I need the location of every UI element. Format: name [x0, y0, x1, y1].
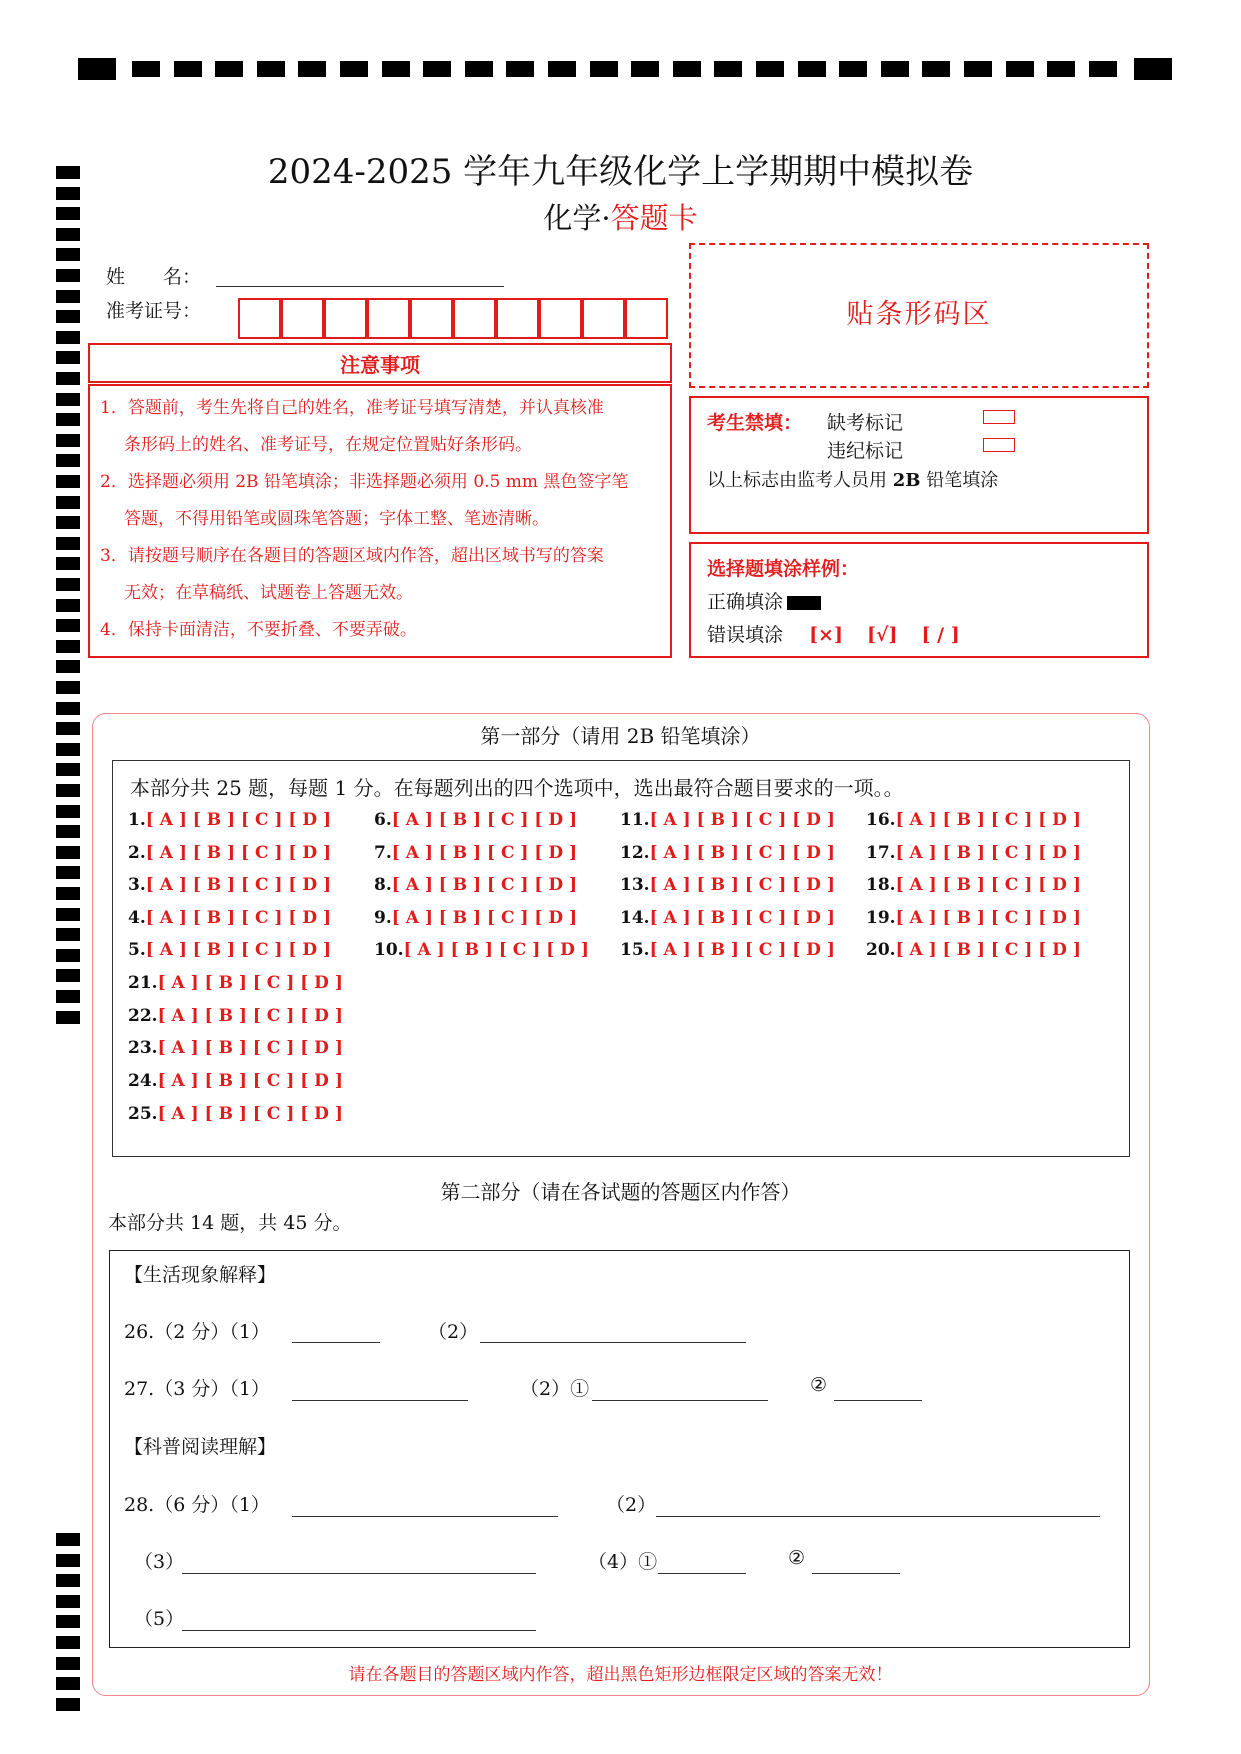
q27-part2-label: （2）①: [520, 1378, 590, 1400]
timing-mark: [56, 290, 80, 303]
timing-mark: [56, 1011, 80, 1024]
choice-question-8[interactable]: [374, 875, 577, 895]
q27-part3-label: ②: [810, 1374, 828, 1396]
question-number: 20.: [866, 940, 896, 960]
timing-mark: [56, 475, 80, 488]
notice-line: 2．选择题必须用 2B 铅笔填涂；非选择题必须用 0.5 mm 黑色签字笔: [100, 472, 629, 492]
answer-options[interactable]: [ A ] [ B ] [ C ] [ D ]: [145, 810, 332, 830]
filled-mark-icon: [787, 596, 821, 610]
question-number: 19.: [866, 908, 896, 928]
timing-mark: [56, 351, 80, 364]
timing-mark: [340, 61, 368, 77]
barcode-area: 贴条形码区: [689, 243, 1149, 388]
q26-answer-1[interactable]: [292, 1322, 380, 1343]
answer-options[interactable]: [ A ] [ B ] [ C ] [ D ]: [157, 1006, 343, 1026]
timing-mark: [631, 61, 659, 77]
timing-mark: [56, 784, 80, 797]
notice-line: 无效；在草稿纸、试题卷上答题无效。: [124, 583, 413, 603]
q27-label: 27.（3 分）（1）: [124, 1378, 270, 1400]
question-number: 7.: [374, 843, 392, 863]
question-number: 23.: [128, 1038, 158, 1058]
choice-question-11[interactable]: [620, 810, 835, 830]
timing-mark: [465, 61, 493, 77]
choice-question-17[interactable]: [866, 843, 1081, 863]
question-number: 6.: [374, 810, 392, 830]
q28-part4-label: （4）①: [588, 1551, 658, 1573]
timing-mark: [1134, 58, 1172, 80]
answer-options[interactable]: [ A ] [ B ] [ C ] [ D ]: [157, 973, 343, 993]
timing-mark: [1006, 61, 1034, 77]
choice-question-10[interactable]: [374, 940, 589, 960]
question-number: 8.: [374, 875, 392, 895]
choice-question-12[interactable]: [620, 843, 835, 863]
examiner-only-box: [689, 396, 1149, 534]
answer-options[interactable]: [ A ] [ B ] [ C ] [ D ]: [403, 940, 589, 960]
q28-answer-5[interactable]: [182, 1610, 536, 1631]
choice-question-14[interactable]: [620, 908, 835, 928]
violation-label: 违纪标记: [827, 440, 904, 462]
choice-question-23[interactable]: [128, 1038, 343, 1058]
timing-mark: [548, 61, 576, 77]
wrong-label: 错误填涂: [707, 624, 784, 646]
correct-label: 正确填涂: [707, 591, 784, 613]
timing-mark: [56, 866, 80, 879]
timing-mark: [56, 763, 80, 776]
notice-line: 4．保持卡面清洁，不要折叠、不要弄破。: [100, 620, 417, 640]
timing-mark: [590, 61, 618, 77]
choice-question-2[interactable]: [128, 843, 331, 863]
q28-answer-4a[interactable]: [658, 1553, 746, 1574]
timing-mark: [56, 599, 80, 612]
question-number: 10.: [374, 940, 404, 960]
timing-mark: [56, 1698, 80, 1711]
timing-mark: [56, 454, 80, 467]
q28-answer-3[interactable]: [182, 1553, 536, 1574]
choice-question-25[interactable]: [128, 1104, 343, 1124]
wrong-mark: [ / ]: [921, 624, 960, 646]
timing-mark: [56, 1574, 80, 1587]
choice-question-18[interactable]: [866, 875, 1081, 895]
answer-options[interactable]: [ A ] [ B ] [ C ] [ D ]: [391, 875, 578, 895]
id-digit-box[interactable]: [281, 298, 324, 339]
timing-mark: [56, 372, 80, 385]
timing-mark: [881, 61, 909, 77]
choice-question-7[interactable]: [374, 843, 577, 863]
question-number: 25.: [128, 1104, 158, 1124]
answer-options[interactable]: [ A ] [ B ] [ C ] [ D ]: [649, 875, 835, 895]
q28-answer-1[interactable]: [292, 1496, 558, 1517]
question-number: 11.: [620, 810, 650, 830]
question-number: 13.: [620, 875, 650, 895]
timing-mark: [1089, 61, 1117, 77]
choice-question-13[interactable]: [620, 875, 835, 895]
timing-mark: [56, 928, 80, 941]
question-number: 2.: [128, 843, 146, 863]
answer-options[interactable]: [ A ] [ B ] [ C ] [ D ]: [391, 908, 578, 928]
timing-mark: [56, 248, 80, 261]
question-number: 4.: [128, 908, 146, 928]
part2-instruction: 本部分共 14 题，共 45 分。: [108, 1212, 352, 1234]
answer-options[interactable]: [ A ] [ B ] [ C ] [ D ]: [649, 843, 835, 863]
choice-question-22[interactable]: [128, 1006, 343, 1026]
q26-answer-2[interactable]: [480, 1322, 746, 1343]
timing-marks-left: [0, 0, 100, 1754]
answer-options[interactable]: [ A ] [ B ] [ C ] [ D ]: [145, 843, 332, 863]
wrong-mark: [×]: [809, 624, 843, 646]
question-number: 1.: [128, 810, 146, 830]
question-number: 24.: [128, 1071, 158, 1091]
timing-mark: [56, 619, 80, 632]
name-label: 姓 名：: [106, 266, 202, 288]
timing-mark: [56, 990, 80, 1003]
answer-options[interactable]: [ A ] [ B ] [ C ] [ D ]: [157, 1038, 343, 1058]
timing-mark: [798, 61, 826, 77]
notice-content: [88, 384, 672, 658]
timing-mark: [56, 310, 80, 323]
timing-mark: [56, 640, 80, 653]
timing-mark: [56, 1533, 80, 1546]
choice-question-1[interactable]: [128, 810, 331, 830]
timing-mark: [964, 61, 992, 77]
timing-mark: [56, 516, 80, 529]
timing-mark: [839, 61, 867, 77]
choice-question-15[interactable]: [620, 940, 835, 960]
id-number-boxes[interactable]: [238, 298, 668, 339]
id-digit-box[interactable]: [496, 298, 539, 339]
timing-marks-top: [78, 58, 1172, 82]
name-field[interactable]: [216, 286, 504, 287]
answer-options[interactable]: [ A ] [ B ] [ C ] [ D ]: [157, 1104, 343, 1124]
timing-mark: [174, 61, 202, 77]
subtitle-black: 化学·: [543, 201, 611, 235]
choice-question-6[interactable]: [374, 810, 577, 830]
timing-mark: [56, 537, 80, 550]
notice-line: 3．请按题号顺序在各题目的答题区域内作答，超出区域书写的答案: [100, 546, 604, 566]
q28-answer-4b[interactable]: [812, 1553, 900, 1574]
sample-title: 选择题填涂样例：: [707, 558, 860, 580]
answer-area-warning: 请在各题目的答题区域内作答，超出黑色矩形边框限定区域的答案无效！: [348, 1665, 893, 1685]
timing-mark: [215, 61, 243, 77]
id-digit-box[interactable]: [367, 298, 410, 339]
part1-title: 第一部分（请用 2B 铅笔填涂）: [480, 724, 761, 748]
timing-mark: [132, 61, 160, 77]
q27-answer-2a[interactable]: [592, 1380, 768, 1401]
q28-part3-label: （3）: [134, 1551, 185, 1573]
subtitle-red: 答题卡: [610, 201, 698, 235]
timing-mark: [714, 61, 742, 77]
answer-options[interactable]: [ A ] [ B ] [ C ] [ D ]: [895, 843, 1081, 863]
fill-sample-box: [689, 542, 1149, 658]
timing-mark: [1047, 61, 1075, 77]
answer-options[interactable]: [ A ] [ B ] [ C ] [ D ]: [391, 810, 578, 830]
answer-options[interactable]: [ A ] [ B ] [ C ] [ D ]: [391, 843, 578, 863]
notice-line: 1．答题前，考生先将自己的姓名，准考证号填写清楚，并认真核准: [100, 398, 604, 418]
answer-options[interactable]: [ A ] [ B ] [ C ] [ D ]: [145, 940, 332, 960]
answer-options[interactable]: [ A ] [ B ] [ C ] [ D ]: [649, 908, 835, 928]
id-label: 准考证号：: [106, 300, 202, 322]
question-number: 16.: [866, 810, 896, 830]
timing-mark: [257, 61, 285, 77]
question-number: 3.: [128, 875, 146, 895]
choice-question-9[interactable]: [374, 908, 577, 928]
timing-mark: [56, 660, 80, 673]
q26-part2-label: （2）: [428, 1321, 479, 1343]
timing-mark: [56, 496, 80, 509]
answer-options[interactable]: [ A ] [ B ] [ C ] [ D ]: [649, 810, 835, 830]
question-number: 15.: [620, 940, 650, 960]
id-digit-box[interactable]: [625, 298, 668, 339]
timing-mark: [56, 1636, 80, 1649]
timing-mark: [922, 61, 950, 77]
notice-title: 注意事项: [88, 343, 672, 383]
choice-question-3[interactable]: [128, 875, 331, 895]
timing-mark: [56, 969, 80, 982]
timing-mark: [56, 393, 80, 406]
question-number: 12.: [620, 843, 650, 863]
q26-label: 26.（2 分）（1）: [124, 1321, 270, 1343]
answer-options[interactable]: [ A ] [ B ] [ C ] [ D ]: [157, 1071, 343, 1091]
answer-options[interactable]: [ A ] [ B ] [ C ] [ D ]: [895, 875, 1081, 895]
timing-mark: [56, 887, 80, 900]
timing-mark: [382, 61, 410, 77]
question-number: 17.: [866, 843, 896, 863]
section-science-reading: 【科普阅读理解】: [124, 1436, 277, 1458]
question-number: 14.: [620, 908, 650, 928]
timing-mark: [56, 825, 80, 838]
timing-mark: [673, 61, 701, 77]
q28-part5-label: （5）: [134, 1608, 185, 1630]
absent-mark[interactable]: [983, 410, 1015, 424]
question-number: 22.: [128, 1006, 158, 1026]
page-title: 2024-2025 学年九年级化学上学期期中模拟卷: [267, 152, 974, 192]
question-number: 9.: [374, 908, 392, 928]
choice-question-19[interactable]: [866, 908, 1081, 928]
timing-mark: [56, 269, 80, 282]
id-digit-box[interactable]: [238, 298, 281, 339]
answer-options[interactable]: [ A ] [ B ] [ C ] [ D ]: [145, 908, 332, 928]
page-subtitle: [0, 196, 1241, 237]
id-digit-box[interactable]: [324, 298, 367, 339]
section-life: 【生活现象解释】: [124, 1264, 277, 1286]
timing-mark: [298, 61, 326, 77]
q28-part4b-label: ②: [788, 1547, 806, 1569]
choice-question-4[interactable]: [128, 908, 331, 928]
timing-mark: [56, 413, 80, 426]
id-digit-box[interactable]: [453, 298, 496, 339]
forbid-note: 以上标志由监考人员用 2B 铅笔填涂: [707, 470, 999, 491]
choice-question-21[interactable]: [128, 973, 343, 993]
timing-mark: [56, 1595, 80, 1608]
timing-mark: [56, 1554, 80, 1567]
answer-options[interactable]: [ A ] [ B ] [ C ] [ D ]: [649, 940, 835, 960]
notice-line: 答题，不得用铅笔或圆珠笔答题；字体工整、笔迹清晰。: [124, 509, 549, 529]
choice-question-24[interactable]: [128, 1071, 343, 1091]
timing-mark: [56, 578, 80, 591]
question-number: 5.: [128, 940, 146, 960]
wrong-mark: [√]: [867, 624, 898, 646]
part2-title: 第二部分（请在各试题的答题区内作答）: [440, 1180, 801, 1204]
absent-label: 缺考标记: [827, 412, 904, 434]
timing-mark: [56, 702, 80, 715]
id-digit-box[interactable]: [410, 298, 453, 339]
id-digit-box[interactable]: [582, 298, 625, 339]
timing-mark: [56, 681, 80, 694]
timing-mark: [56, 805, 80, 818]
answer-options[interactable]: [ A ] [ B ] [ C ] [ D ]: [145, 875, 332, 895]
q28-part2-label: （2）: [606, 1494, 657, 1516]
timing-mark: [423, 61, 451, 77]
answer-options[interactable]: [ A ] [ B ] [ C ] [ D ]: [895, 908, 1081, 928]
q28-label: 28.（6 分）（1）: [124, 1494, 270, 1516]
q27-answer-1[interactable]: [292, 1380, 468, 1401]
answer-options[interactable]: [ A ] [ B ] [ C ] [ D ]: [895, 810, 1081, 830]
timing-mark: [56, 949, 80, 962]
timing-mark: [56, 331, 80, 344]
choice-question-20[interactable]: [866, 940, 1081, 960]
choice-question-16[interactable]: [866, 810, 1081, 830]
choice-question-5[interactable]: [128, 940, 331, 960]
id-digit-box[interactable]: [539, 298, 582, 339]
q28-answer-2[interactable]: [656, 1496, 1100, 1517]
part1-instruction: 本部分共 25 题，每题 1 分。在每题列出的四个选项中，选出最符合题目要求的一项。。: [130, 776, 904, 800]
timing-mark: [56, 557, 80, 570]
violation-mark[interactable]: [983, 438, 1015, 452]
timing-mark: [756, 61, 784, 77]
answer-options[interactable]: [ A ] [ B ] [ C ] [ D ]: [895, 940, 1081, 960]
timing-mark: [506, 61, 534, 77]
timing-mark: [56, 908, 80, 921]
q27-answer-2b[interactable]: [834, 1380, 922, 1401]
notice-line: 条形码上的姓名、准考证号，在规定位置贴好条形码。: [124, 435, 532, 455]
question-number: 18.: [866, 875, 896, 895]
timing-mark: [56, 846, 80, 859]
timing-mark: [56, 434, 80, 447]
forbid-title: 考生禁填：: [707, 412, 803, 434]
timing-mark: [56, 1615, 80, 1628]
question-number: 21.: [128, 973, 158, 993]
